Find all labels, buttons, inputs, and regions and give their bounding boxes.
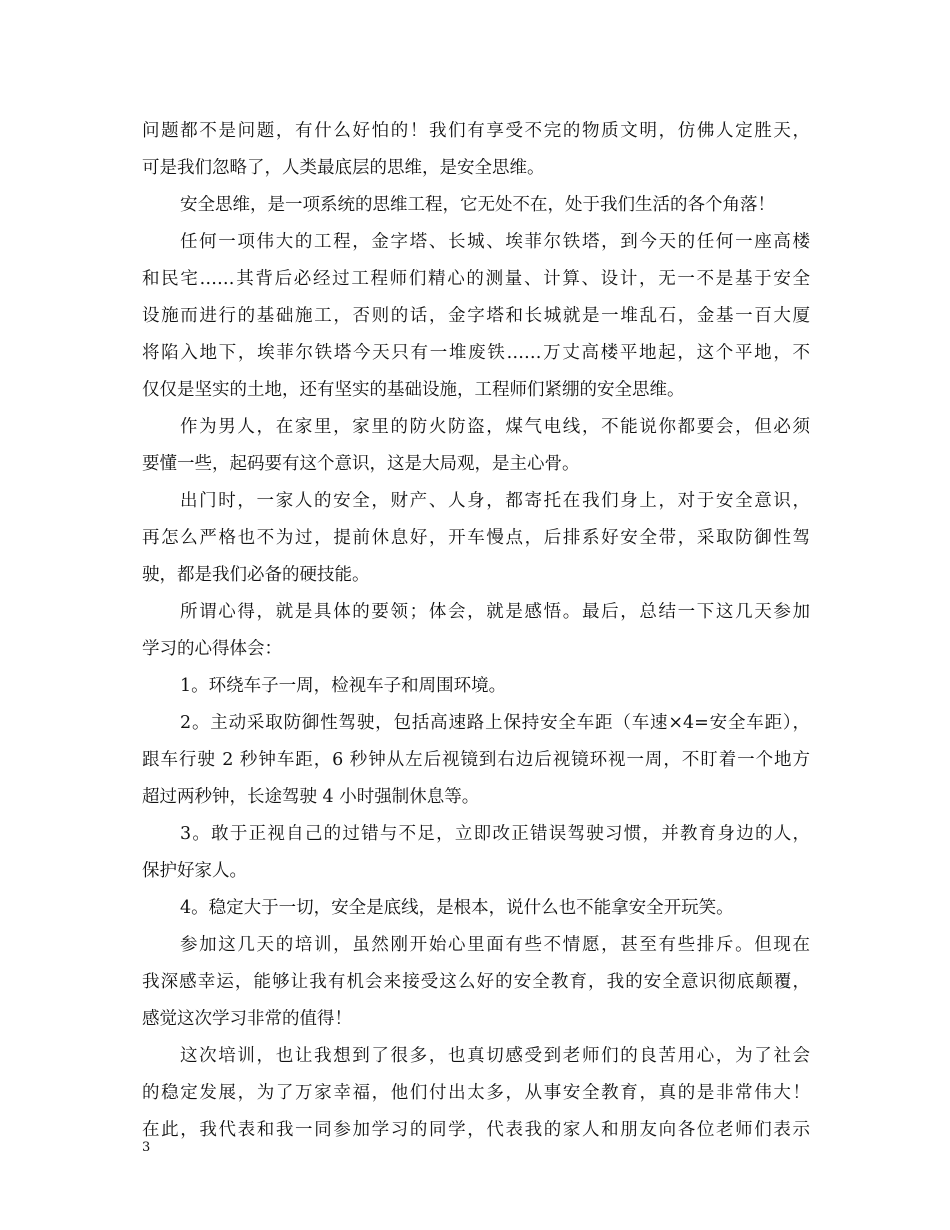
text-line: 仅仅是坚实的土地，还有坚实的基础设施，工程师们紧绷的安全思维。 [142,380,685,400]
text-line: 要懂一些，起码要有这个意识，这是大局观，是主心骨。 [142,454,580,474]
text-line: 的稳定发展，为了万家幸福，他们付出太多，从事安全教育，真的是非常伟大！ [142,1083,810,1103]
text-line: 感觉这次学习非常的值得！ [142,1009,352,1029]
text-line: 任何一项伟大的工程，金字塔、长城、埃菲尔铁塔，到今天的任何一座高楼 [180,232,810,252]
text-line: 所谓心得，就是具体的要领；体会，就是感悟。最后，总结一下这几天参加 [180,602,810,622]
text-line: 保护好家人。 [142,861,247,881]
text-line: 出门时，一家人的安全，财产、人身，都寄托在我们身上，对于安全意识， [180,491,810,511]
text-line: 设施而进行的基础施工，否则的话，金字塔和长城就是一堆乱石，金基一百大厦 [142,306,810,326]
page-number: 3 [142,1140,151,1155]
text-line: 再怎么严格也不为过，提前休息好，开车慢点，后排系好安全带，采取防御性驾 [142,528,810,548]
text-line: 参加这几天的培训，虽然刚开始心里面有些不情愿，甚至有些排斥。但现在 [180,935,810,955]
text-line: 可是我们忽略了，人类最底层的思维，是安全思维。 [142,158,545,178]
text-line: 将陷入地下，埃菲尔铁塔今天只有一堆废铁……万丈高楼平地起，这个平地，不 [142,343,810,363]
text-line: 在此，我代表和我一同参加学习的同学，代表我的家人和朋友向各位老师们表示 [142,1120,810,1140]
text-line: 超过两秒钟，长途驾驶 4 小时强制休息等。 [142,787,480,807]
text-line: 1。环绕车子一周，检视车子和周围环境。 [180,676,507,696]
text-line: 驶，都是我们必备的硬技能。 [142,565,370,585]
text-line: 4。稳定大于一切，安全是底线，是根本，说什么也不能拿安全开玩笑。 [180,898,734,918]
text-line: 问题都不是问题，有什么好怕的！我们有享受不完的物质文明，仿佛人定胜天， [142,121,810,141]
text-line: 作为男人，在家里，家里的防火防盗，煤气电线，不能说你都要会，但必须 [180,417,810,437]
text-line: 跟车行驶 2 秒钟车距，6 秒钟从左后视镜到右边后视镜环视一周，不盯着一个地方 [142,750,810,770]
text-line: 和民宅……其背后必经过工程师们精心的测量、计算、设计，无一不是基于安全 [142,269,810,289]
text-line: 我深感幸运，能够让我有机会来接受这么好的安全教育，我的安全意识彻底颠覆， [142,972,810,992]
text-line: 安全思维，是一项系统的思维工程，它无处不在，处于我们生活的各个角落！ [180,195,775,215]
text-line: 这次培训，也让我想到了很多，也真切感受到老师们的良苦用心，为了社会 [180,1046,810,1066]
text-line: 学习的心得体会： [142,639,282,659]
text-line: 2。主动采取防御性驾驶，包括高速路上保持安全车距（车速×4=安全车距）， [180,713,810,733]
text-line: 3。敢于正视自己的过错与不足，立即改正错误驾驶习惯，并教育身边的人， [180,824,810,844]
document-body [142,113,810,1149]
